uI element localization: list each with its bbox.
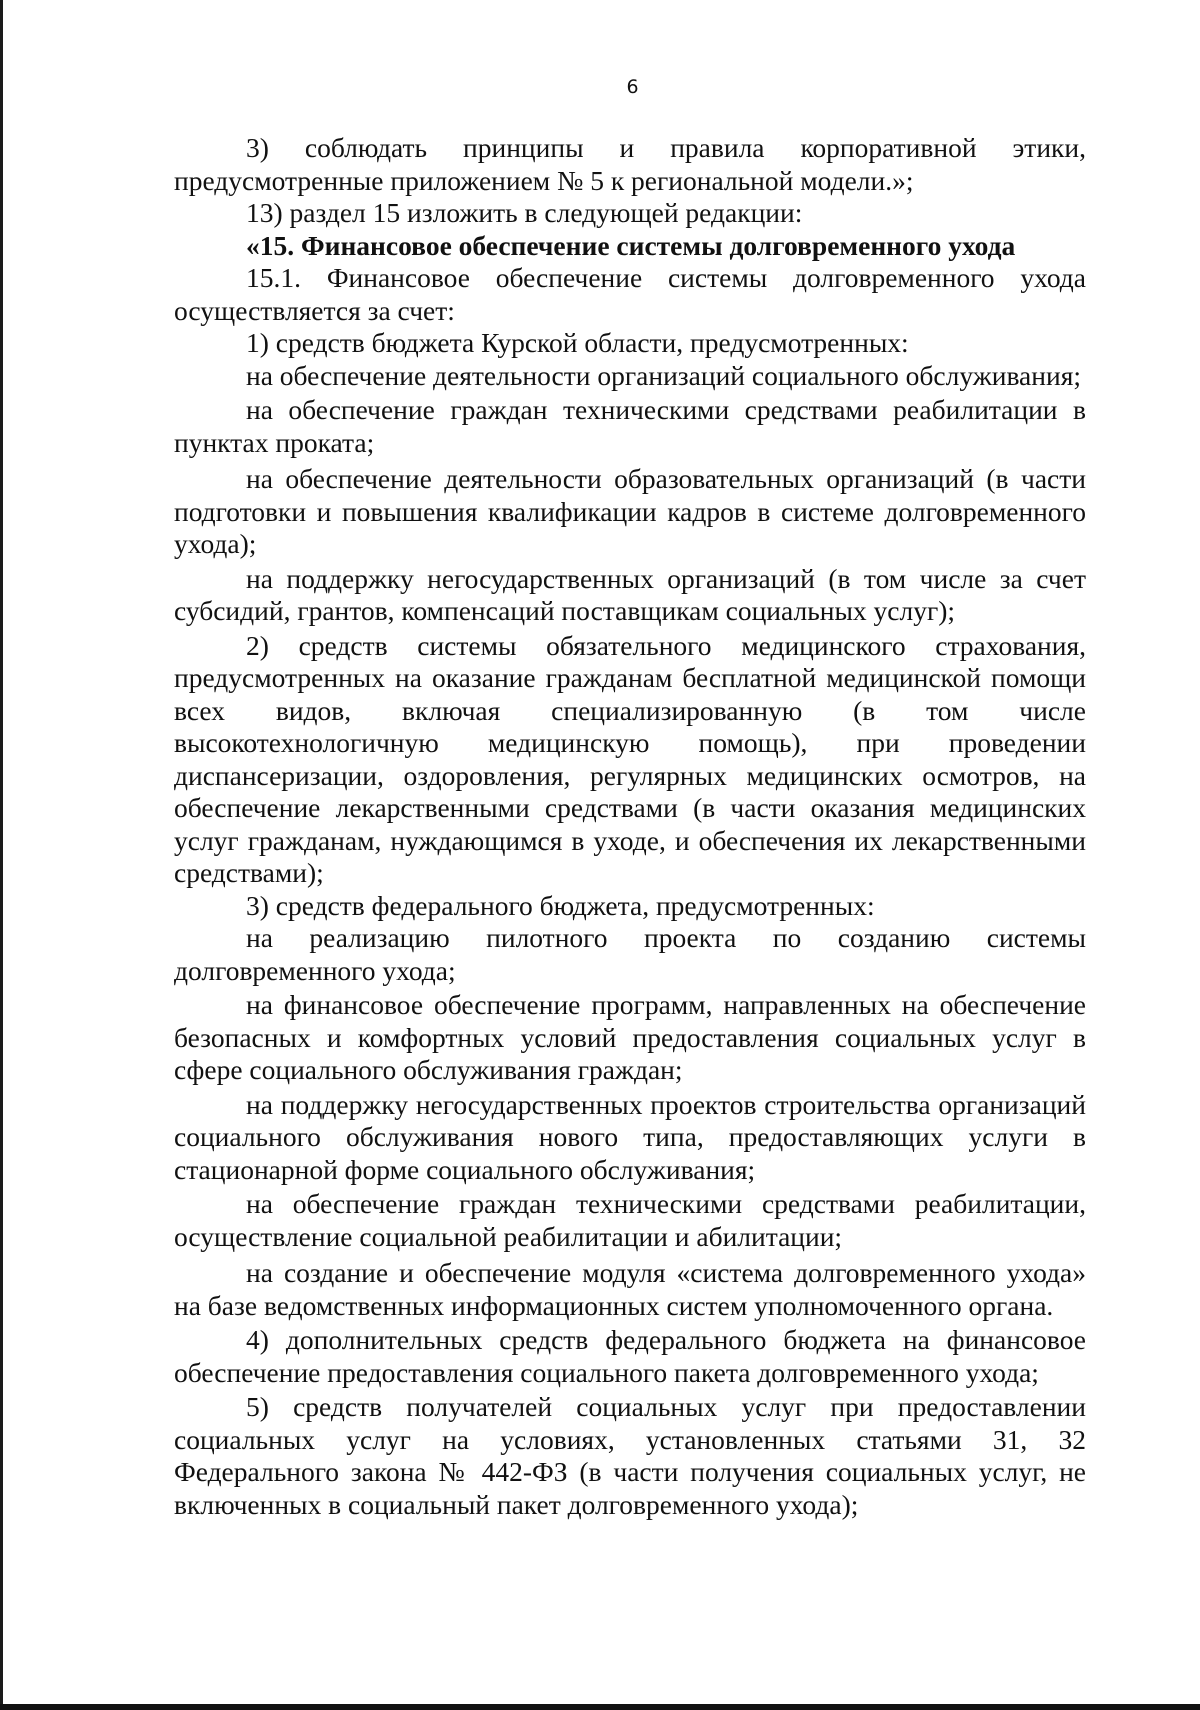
paragraph-8: на обеспечение деятельности образовательных организаций (в части подготовки и повышения квалификации кадров в системе долговременного ухода); (174, 463, 1086, 559)
paragraph-4: 15.1. Финансовое обеспечение системы долговременного ухода осуществляется за счет: (174, 262, 1086, 326)
paragraph-10: 2) средств системы обязательного медицинского страхования, предусмотренных на оказание гражданам бесплатной медицинской помощи всех видов, включая специализированную (в том числе высокотехнологичную медицинскую помощь), при проведении диспансеризации, оздоровления, регулярных медицинских осмотров, на обеспечение лекарственными средствами (в части оказания медицинских услуг гражданам, нуждающимся в уходе, и обеспечения их лекарственными средствами); (174, 629, 1086, 888)
paragraph-6: на обеспечение деятельности организаций социального обслуживания; (246, 359, 1081, 391)
paragraph-9: на поддержку негосударственных организаций (в том числе за счет субсидий, грантов, компенсаций поставщикам социальных услуг); (174, 562, 1086, 626)
page-number: 6 (626, 76, 639, 98)
paragraph-5: 1) средств бюджета Курской области, предусмотренных: (246, 327, 909, 358)
paragraph-18: 5) средств получателей социальных услуг при предоставлении социальных услуг на условиях, установленных статьями 31, 32 Федерального закона № 442-ФЗ (в части получения социальных услуг, не включенных в социальный пакет долговременного ухода); (174, 1391, 1086, 1520)
paragraph-13: на финансовое обеспечение программ, направленных на обеспечение безопасных и комфортных условий предоставления социальных услуг в сфере социального обслуживания граждан; (174, 989, 1086, 1085)
paragraph-12: на реализацию пилотного проекта по созданию системы долговременного ухода; (174, 922, 1086, 986)
paragraph-1: 3) соблюдать принципы и правила корпоративной этики, предусмотренные приложением № 5 к региональной модели.»; (174, 132, 1086, 196)
paragraph-15: на обеспечение граждан техническими средствами реабилитации, осуществление социальной реабилитации и абилитации; (174, 1188, 1086, 1252)
paragraph-16: на создание и обеспечение модуля «система долговременного ухода» на базе ведомственных информационных систем уполномоченного органа. (174, 1257, 1086, 1321)
paragraph-14: на поддержку негосударственных проектов строительства организаций социального обслуживания нового типа, предоставляющих услуги в стационарной форме социального обслуживания; (174, 1088, 1086, 1185)
section-heading: «15. Финансовое обеспечение системы долговременного ухода (246, 229, 1016, 261)
paragraph-7: на обеспечение граждан техническими средствами реабилитации в пунктах проката; (174, 394, 1086, 458)
paragraph-11: 3) средств федерального бюджета, предусмотренных: (246, 889, 875, 921)
paragraph-2: 13) раздел 15 изложить в следующей редакции: (246, 197, 803, 228)
scan-left-edge (0, 0, 3, 1710)
document-body (174, 132, 1086, 1521)
scan-bottom-edge (0, 1704, 1200, 1710)
paragraph-17: 4) дополнительных средств федерального бюджета на финансовое обеспечение предоставления социального пакета долговременного ухода; (174, 1324, 1086, 1388)
